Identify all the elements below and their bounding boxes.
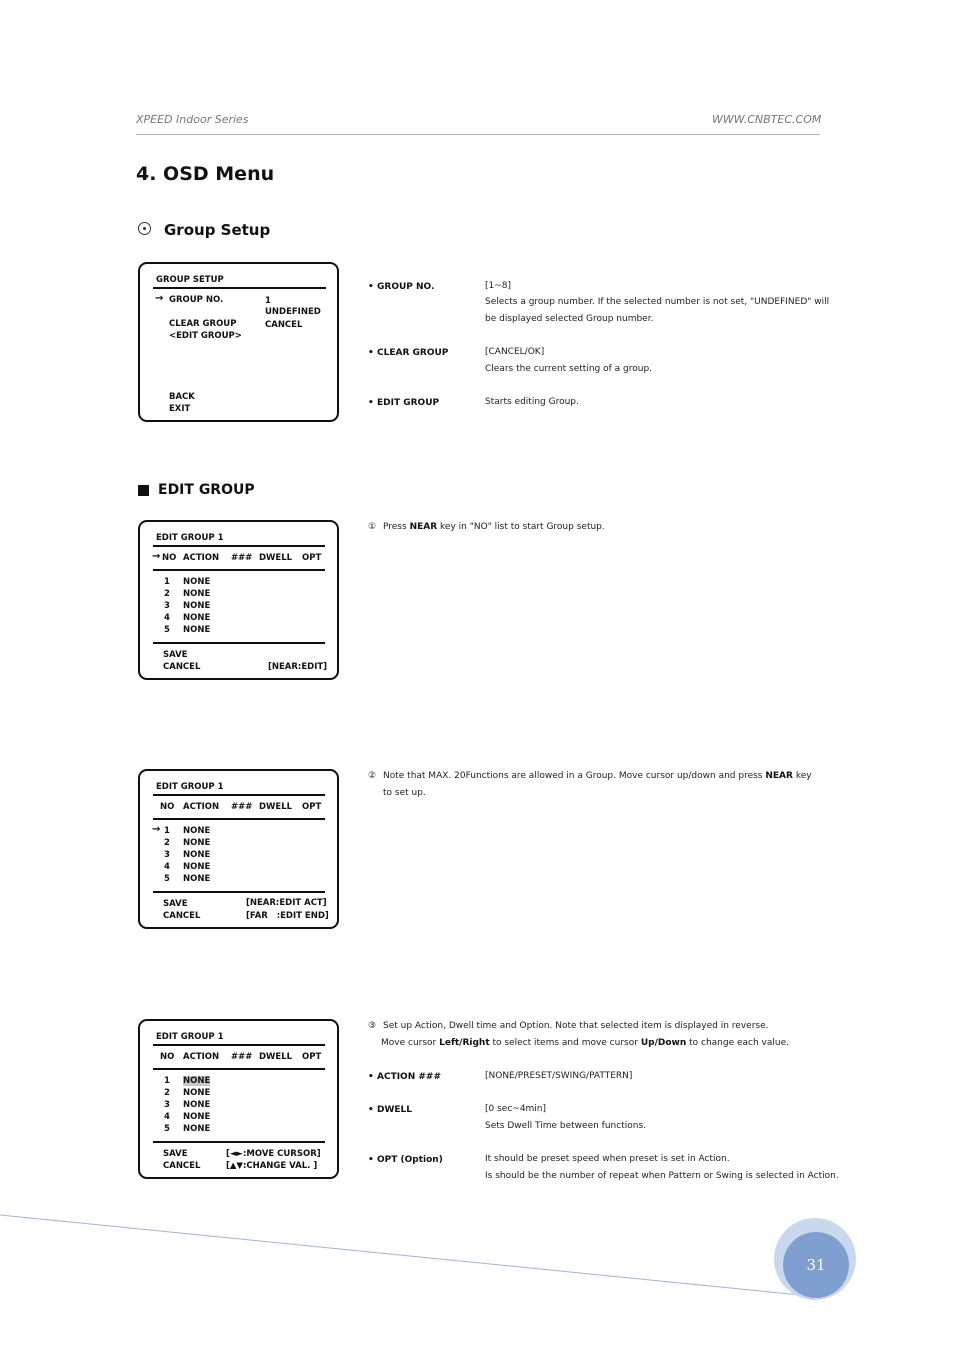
osd-row-action: NONE [183,1124,211,1134]
step-3-l2e: to change each value. [689,1038,789,1048]
desc-opt-label: OPT (Option) [377,1155,443,1165]
osd-col-num: ### [231,802,253,812]
desc-action-value: [NONE/PRESET/SWING/PATTERN] [485,1071,633,1081]
desc-group-no-line2: Selects a group number. If the selected number is not set, "UNDEFINED" will [485,297,830,307]
osd-row-no: 4 [164,862,170,872]
osd-row-action: NONE [183,613,211,623]
header-divider [136,134,820,135]
desc-group-no-label: GROUP NO. [377,282,435,292]
osd-divider [153,1044,325,1046]
desc-clear-group-line2: Clears the current setting of a group. [485,364,653,374]
osd-col-num: ### [231,1052,253,1062]
osd-edit-group-panel-2 [138,769,339,929]
osd-title: EDIT GROUP 1 [156,782,224,792]
desc-group-no-line1: [1~8] [485,281,512,291]
osd-divider [153,891,325,893]
osd-title: GROUP SETUP [156,275,224,285]
osd-clear-group-value: CANCEL [265,320,303,330]
osd-row-no: 4 [164,613,170,623]
osd-col-no: NO [162,553,177,563]
step-3-line2 [381,1035,789,1052]
osd-edit-group-panel-3 [138,1019,339,1179]
step-1-pre: Press [383,522,407,532]
osd-group-setup-panel [138,262,339,422]
cursor-arrow-icon: → [152,551,161,562]
osd-col-no: NO [160,802,175,812]
page-title: 4. OSD Menu [136,163,275,185]
osd-row-action: NONE [183,838,211,848]
step-1-post: key in "NO" list to start Group setup. [440,522,605,532]
osd-clear-group-label: CLEAR GROUP [169,319,237,329]
osd-row-action: NONE [183,874,211,884]
osd-exit-label: EXIT [169,404,191,414]
osd-divider [153,1141,325,1143]
osd-divider [153,794,325,796]
desc-edit-group-line1: Starts editing Group. [485,397,579,407]
osd-col-action: ACTION [183,1052,220,1062]
osd-divider [153,1068,325,1070]
osd-col-dwell: DWELL [259,1052,293,1062]
step-3-l2d: Up/Down [640,1038,687,1048]
header-right: WWW.CNBTEC.COM [712,113,822,126]
osd-cancel-label: CANCEL [163,1161,201,1171]
desc-opt-line1: It should be preset speed when preset is set in Action. [485,1154,730,1164]
osd-row-no: 3 [164,1100,170,1110]
desc-clear-group-line1: [CANCEL/OK] [485,347,545,357]
osd-hint: [FAR :EDIT END] [246,911,329,921]
osd-row-action: NONE [183,625,211,635]
osd-save-label: SAVE [163,650,188,660]
bullet-icon: • [368,1105,374,1115]
osd-group-no-label: GROUP NO. [169,295,224,305]
osd-row-no: 2 [164,838,170,848]
osd-row-action: NONE [183,826,211,836]
osd-edit-group-label: <EDIT GROUP> [169,331,242,341]
step-1-key: NEAR [409,522,438,532]
section-title-edit-group: EDIT GROUP [158,482,255,498]
osd-col-dwell: DWELL [259,802,293,812]
circle-dot-icon [138,222,151,235]
desc-edit-group-label: EDIT GROUP [377,398,440,408]
osd-divider [153,287,326,289]
osd-col-opt: OPT [302,802,322,812]
osd-row-action: NONE [183,601,211,611]
desc-dwell-line2: Sets Dwell Time between functions. [485,1121,646,1131]
step-2-key: NEAR [765,771,793,781]
section-title-group-setup: Group Setup [164,221,271,239]
osd-row-no: 5 [164,625,170,635]
osd-edit-group-panel-1 [138,520,339,680]
step-2-marker: ② [368,771,377,781]
osd-row-no: 4 [164,1112,170,1122]
osd-col-opt: OPT [302,1052,322,1062]
osd-divider [153,642,325,644]
osd-row-no: 1 [164,577,170,587]
osd-col-action: ACTION [183,802,220,812]
osd-col-num: ### [231,553,253,563]
page-number: 31 [806,1256,826,1274]
osd-title: EDIT GROUP 1 [156,1032,224,1042]
osd-row-no: 5 [164,874,170,884]
osd-col-opt: OPT [302,553,322,563]
desc-dwell-label: DWELL [377,1105,413,1115]
step-3-line1: Set up Action, Dwell time and Option. Note that selected item is displayed in reverse. [383,1021,769,1031]
osd-row-no: 5 [164,1124,170,1134]
bullet-icon: • [368,282,374,292]
osd-group-no-value: 1 [265,296,271,306]
osd-row-no: 2 [164,1088,170,1098]
osd-undefined-value: UNDEFINED [265,307,321,317]
osd-hint: [NEAR:EDIT ACT] [246,898,327,908]
osd-cancel-label: CANCEL [163,911,201,921]
osd-col-action: ACTION [183,553,220,563]
osd-cancel-label: CANCEL [163,662,201,672]
desc-opt-line2: Is should be the number of repeat when Pattern or Swing is selected in Action. [485,1171,839,1181]
osd-row-action: NONE [183,862,211,872]
step-3-l2c: to select items and move cursor [492,1038,638,1048]
cursor-arrow-icon: → [152,824,161,835]
step-2-line2: to set up. [383,788,426,798]
bullet-icon: • [368,398,374,408]
header-left: XPEED Indoor Series [136,113,249,126]
osd-row-no: 3 [164,850,170,860]
osd-col-no: NO [160,1052,175,1062]
cursor-arrow-icon: → [155,293,164,304]
osd-row-no: 1 [164,1076,170,1086]
osd-row-action: NONE [183,577,211,587]
step-2-text [383,768,812,785]
bullet-icon: • [368,1155,374,1165]
osd-save-label: SAVE [163,899,188,909]
step-1-marker: ① [368,522,377,532]
osd-hint: [▲▼:CHANGE VAL. ] [226,1161,318,1171]
desc-clear-group-label: CLEAR GROUP [377,348,449,358]
step-2-post: key [795,771,812,781]
osd-row-no: 2 [164,589,170,599]
bullet-icon: • [368,1072,374,1082]
osd-col-dwell: DWELL [259,553,293,563]
osd-divider [153,569,325,571]
osd-hint: [NEAR:EDIT] [268,662,328,672]
osd-row-action: NONE [183,1112,211,1122]
step-3-l2b: Left/Right [439,1038,490,1048]
square-bullet-icon [138,485,149,496]
desc-group-no-line3: be displayed selected Group number. [485,314,654,324]
osd-row-action: NONE [183,589,211,599]
osd-row-no: 1 [164,826,170,836]
osd-row-action: NONE [183,850,211,860]
osd-divider [153,818,325,820]
step-3-l2a: Move cursor [381,1038,437,1048]
step-1-text [383,519,605,536]
osd-row-action: NONE [183,1100,211,1110]
step-3-marker: ③ [368,1021,377,1031]
osd-divider [153,545,325,547]
desc-dwell-line1: [0 sec~4min] [485,1104,547,1114]
osd-row-no: 3 [164,601,170,611]
osd-title: EDIT GROUP 1 [156,533,224,543]
osd-row-action-selected: NONE [183,1076,211,1086]
osd-row-action: NONE [183,1088,211,1098]
osd-back-label: BACK [169,392,195,402]
step-2-pre: Note that MAX. 20Functions are allowed in a Group. Move cursor up/down and press [383,771,763,781]
osd-hint: [◄►:MOVE CURSOR] [226,1149,321,1159]
osd-save-label: SAVE [163,1149,188,1159]
desc-action-label: ACTION ### [377,1072,441,1082]
bullet-icon: • [368,348,374,358]
